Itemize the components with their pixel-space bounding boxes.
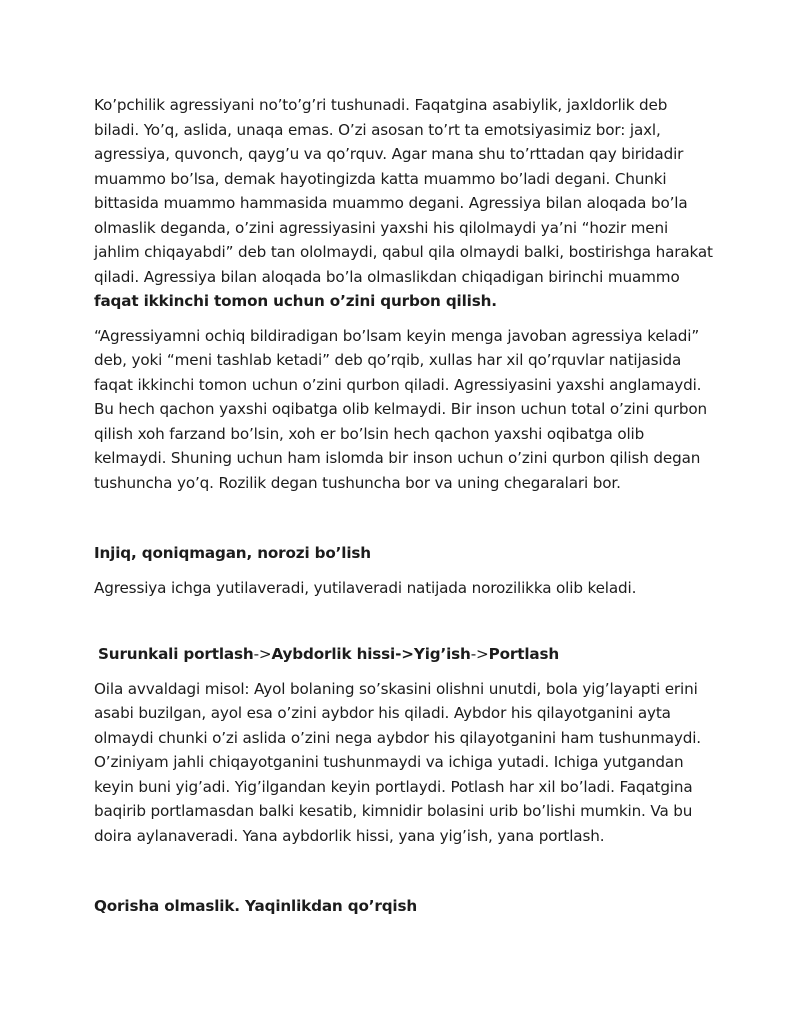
heading-arrow-1: -> (253, 645, 272, 663)
section-heading-injiq: Injiq, qoniqmagan, norozi bo’lish (94, 544, 371, 562)
heading-arrow-2: -> (470, 645, 489, 663)
paragraph-agressiya-intro (94, 93, 714, 314)
heading-part-1: Surunkali portlash (98, 645, 254, 663)
bold-phrase: faqat ikkinchi tomon uchun o’zini qurbon qilish. (94, 292, 497, 310)
document-body (94, 93, 714, 919)
paragraph-text: Ko’pchilik agressiyani no’to’g’ri tushunadi. Faqatgina asabiylik, jaxldorlik deb biladi. Yo’q, aslida, unaqa emas. O’zi asosan to’rt ta emotsiyasimiz bor: jaxl, agressiya, quvonch, qayg’u va qo’rquv. Agar mana shu to’rttadan qay biridadir muammo bo’lsa, demak hayotingizda katta muammo bo’ladi degani. Chunki bittasida muammo hammasida muammo degani. Agressiya bilan aloqada bo’la olmaslik deganda, o’zini agressiyasini yaxshi his qilolmaydi ya’ni “hozir meni jahlim chiqayabdi” deb tan ololmaydi, qabul qila olmaydi balki, bostirishga harakat qiladi. Agressiya bilan aloqada bo’la olmaslikdan chiqadigan birinchi muammo (94, 96, 713, 286)
heading-part-3: Portlash (488, 645, 560, 663)
section-heading-qorisha: Qorisha olmaslik. Yaqinlikdan qo’rqish (94, 897, 418, 915)
paragraph-oila-misol: Oila avvaldagi misol: Ayol bolaning so’skasini olishni unutdi, bola yig’layapti erini asabi buzilgan, ayol esa o’zini aybdor his qiladi. Aybdor his qilayotganini ayta olmaydi chunki o’zi aslida o’zini nega aybdor his qilayotganini ham tushunmaydi. O’ziniyam jahli chiqayotganini tushunmaydi va ichiga yutadi. Ichiga yutgandan keyin buni yig’adi. Yig’ilgandan keyin portlaydi. Potlash har xil bo’ladi. Faqatgina baqirib portlamasdan balki kesatib, kimnidir bolasini urib bo’lishi mumkin. Va bu doira aylanaveradi. Yana aybdorlik hissi, yana yig’ish, yana portlash. (94, 679, 701, 845)
paragraph-qurbon: “Agressiyamni ochiq bildiradigan bo’lsam keyin menga javoban agressiya keladi” deb, yoki “meni tashlab ketadi” deb qo’rqib, xullas har xil qo’rquvlar natijasida faqat ikkinchi tomon uchun o’zini qurbon qiladi. Agressiyasini yaxshi anglamaydi. Bu hech qachon yaxshi oqibatga olib kelmaydi. Bir inson uchun total o’zini qurbon qilish xoh farzand bo’lsin, xoh er bo’lsin hech qachon yaxshi oqibatga olib kelmaydi. Shuning uchun ham islomda bir inson uchun o’zini qurbon qilish degan tushuncha yo’q. Rozilik degan tushuncha bor va uning chegaralari bor. (94, 326, 707, 492)
section-heading-surunkali-portlash (94, 642, 714, 667)
heading-part-2: Aybdorlik hissi->Yig’ish (271, 645, 471, 663)
paragraph-norozilik: Agressiya ichga yutilaveradi, yutilaveradi natijada norozilikka olib keladi. (94, 578, 637, 597)
